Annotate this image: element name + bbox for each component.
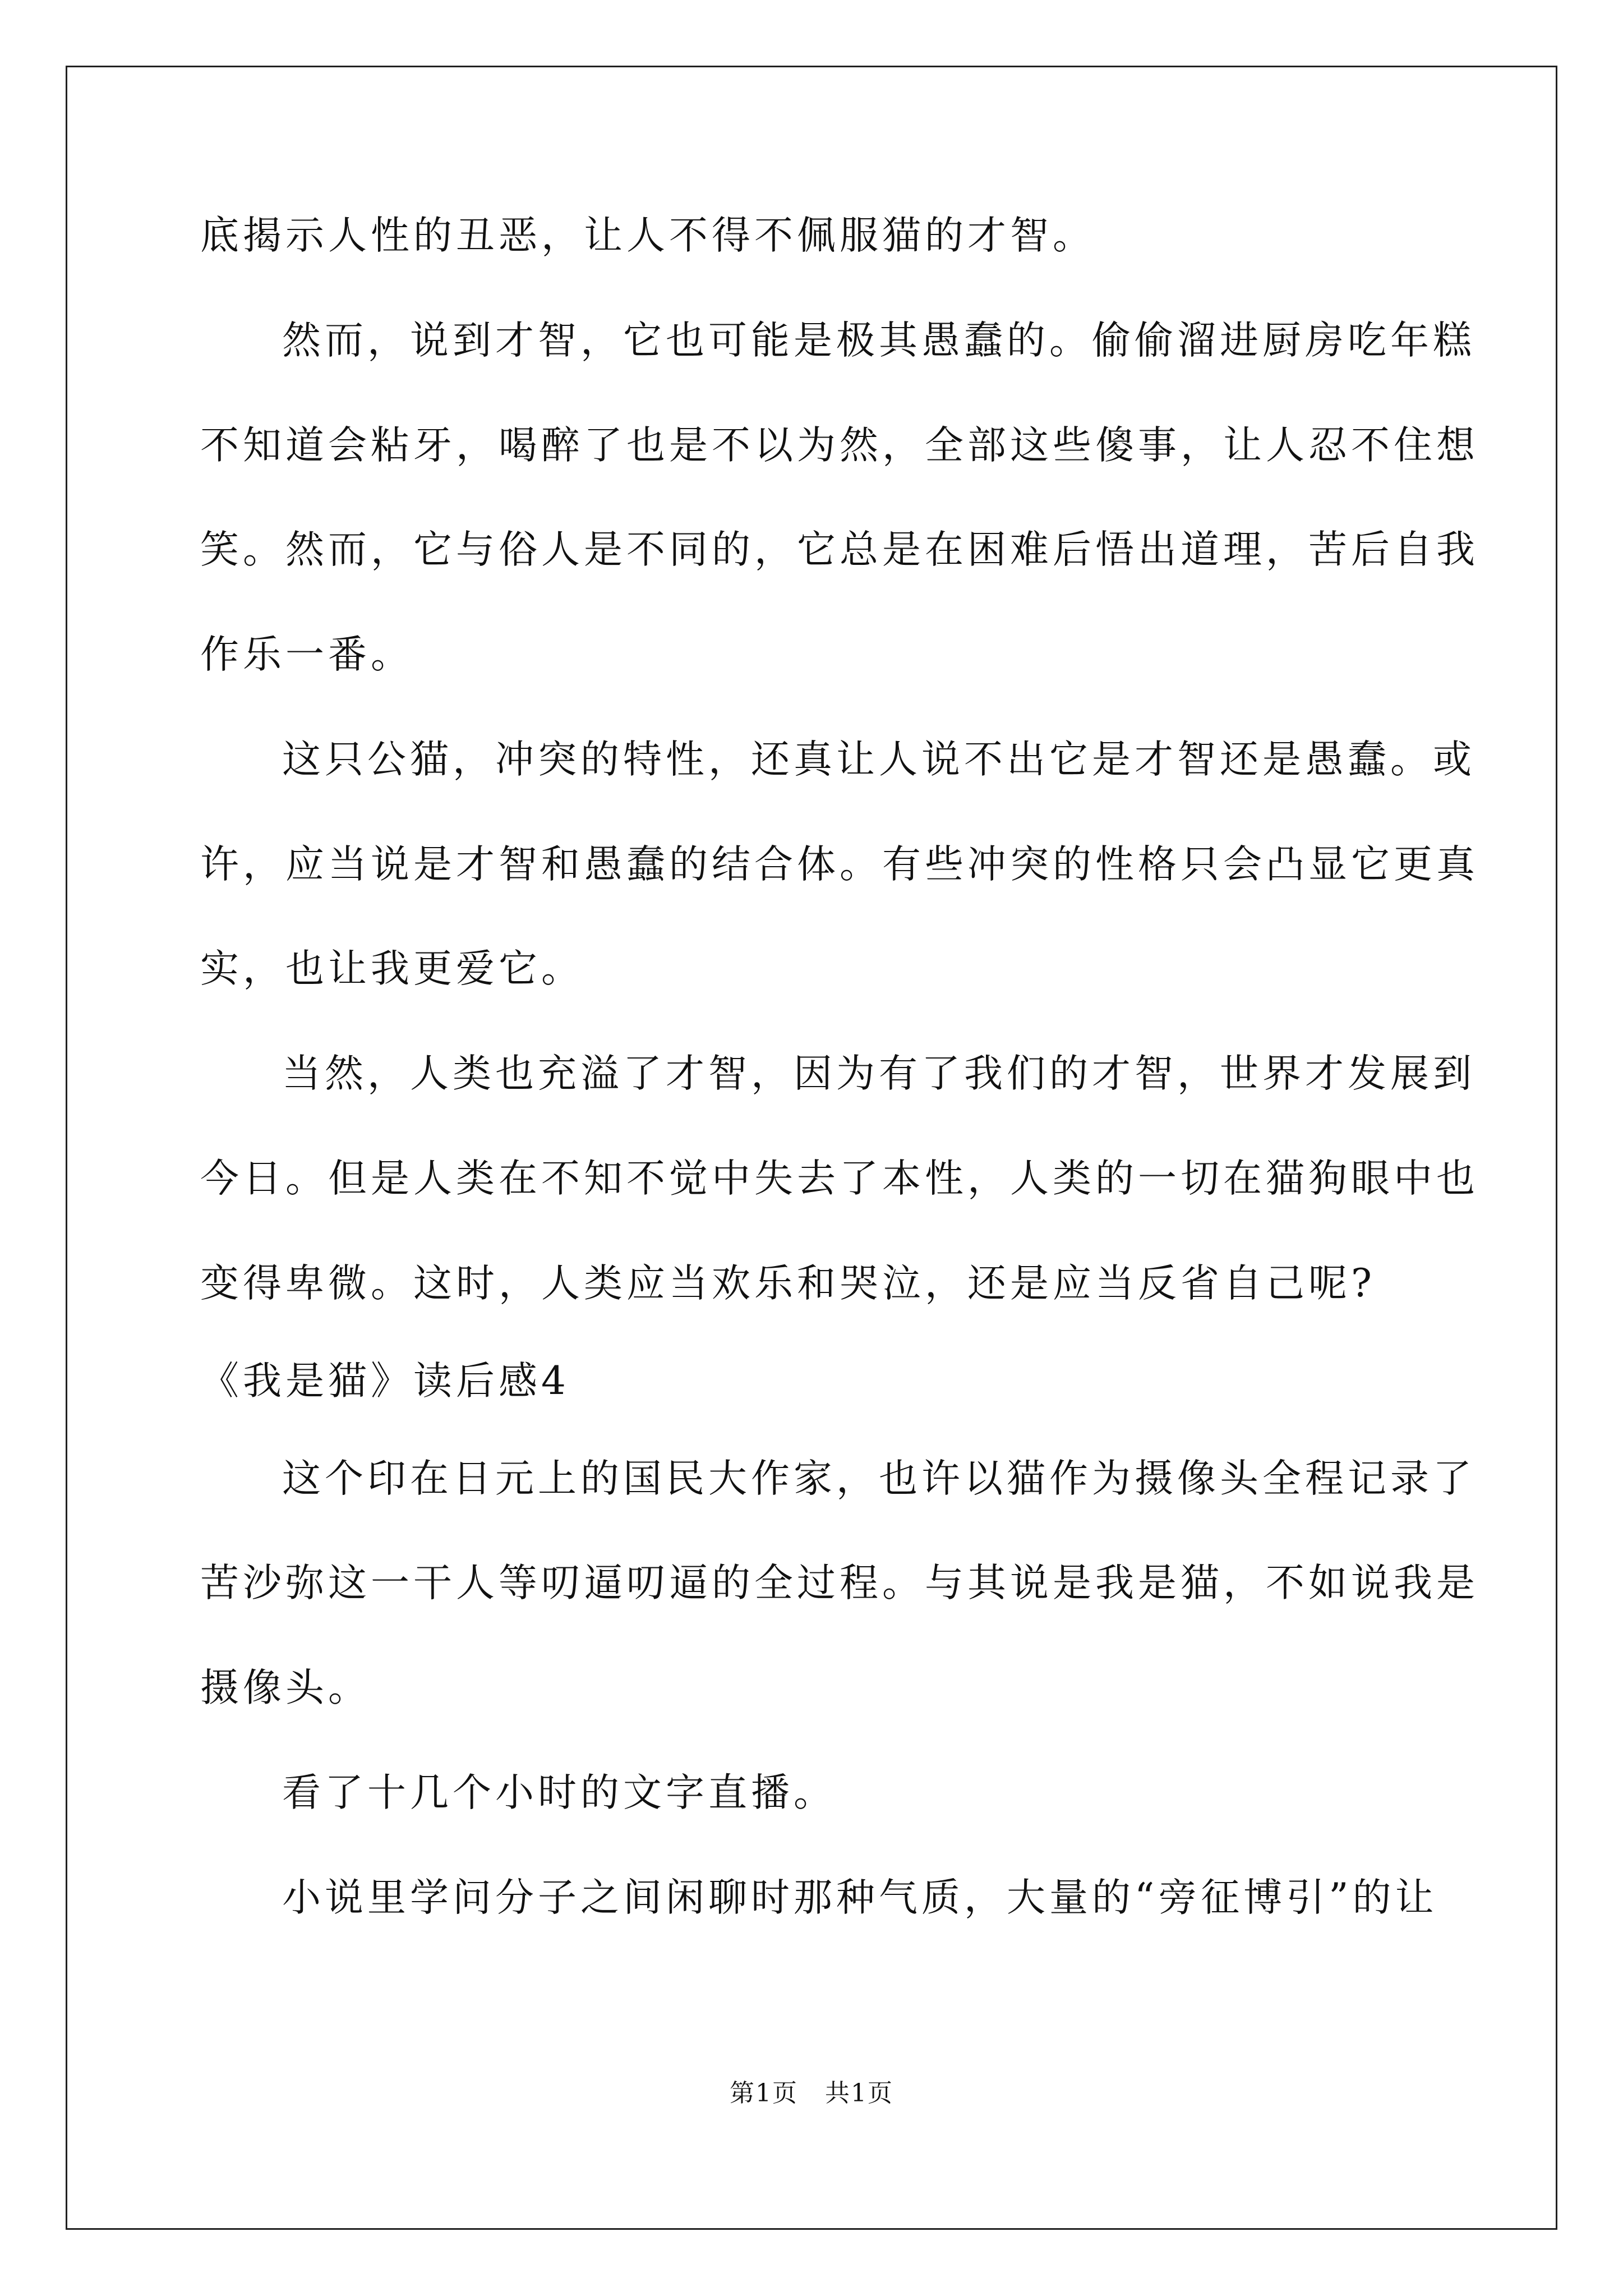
page-footer [0,2078,1623,2109]
text-line: 变得卑微。这时，人类应当欢乐和哭泣，还是应当反省自己呢? [200,1261,1376,1306]
text-line: 作乐一番。 [200,632,413,677]
text-line: 今日。但是人类在不知不觉中失去了本性，人类的一切在猫狗眼中也 [200,1156,1479,1201]
text-line: 许，应当说是才智和愚蠢的结合体。有些冲突的性格只会凸显它更真 [200,842,1479,887]
paragraph-first-line: 这个印在日元上的国民大作家，也许以猫作为摄像头全程记录了 [282,1456,1476,1501]
paragraph-first-line: 当然，人类也充溢了才智，因为有了我们的才智，世界才发展到 [282,1051,1476,1096]
paragraph-first-line: 小说里学问分子之间闲聊时那种气质，大量的“旁征博引”的让 [282,1875,1438,1920]
text-line: 笑。然而，它与俗人是不同的，它总是在困难后悟出道理，苦后自我 [200,527,1479,572]
text-line: 底揭示人性的丑恶，让人不得不佩服猫的才智。 [200,213,1095,258]
paragraph-first-line: 然而，说到才智，它也可能是极其愚蠢的。偷偷溜进厨房吃年糕 [282,318,1476,363]
page-number-current: 第1页 [730,2079,798,2108]
text-line: 实，也让我更爱它。 [200,946,584,991]
text-line: 摄像头。 [200,1665,371,1710]
section-heading: 《我是猫》读后感4 [200,1359,570,1404]
paragraph-first-line: 看了十几个小时的文字直播。 [282,1770,836,1815]
text-line: 苦沙弥这一干人等叨逼叨逼的全过程。与其说是我是猫，不如说我是 [200,1561,1479,1605]
text-line: 不知道会粘牙，喝醉了也是不以为然，全部这些傻事，让人忍不住想 [200,423,1479,468]
page-number-total: 共1页 [825,2079,893,2108]
paragraph-first-line: 这只公猫，冲突的特性，还真让人说不出它是才智还是愚蠢。或 [282,737,1476,782]
